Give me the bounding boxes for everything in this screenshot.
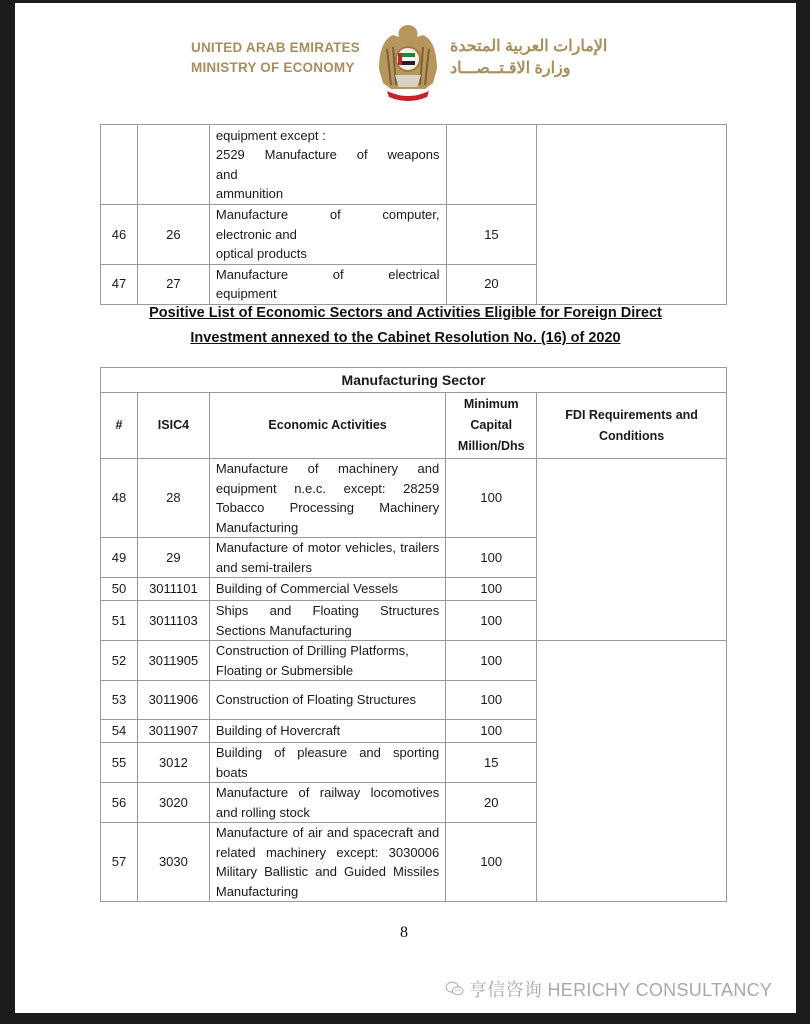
page-number: 8	[400, 924, 408, 941]
header-isic4: ISIC4	[137, 393, 209, 459]
isic-code: 28	[137, 459, 209, 538]
letterhead-country: UNITED ARAB EMIRATES	[191, 40, 360, 55]
activity-cell: Ships and Floating Structures Sections Manufacturing	[209, 601, 445, 641]
activity-cell: Building of pleasure and sporting boats	[209, 743, 445, 783]
row-number: 50	[101, 578, 138, 601]
activity-line: and	[215, 166, 238, 182]
isic-code: 29	[137, 538, 209, 578]
activity-line: electronic and	[215, 226, 297, 242]
column-header-row	[101, 393, 727, 459]
activity-cell: Manufacture of motor vehicles, trailers and semi-trailers	[209, 538, 445, 578]
header-minimum-capital: Minimum Capital Million/Dhs	[446, 393, 537, 459]
watermark-text: 亨信咨询 HERICHY CONSULTANCY	[469, 980, 773, 1000]
activity-line: Manufacture of electrical	[215, 266, 440, 282]
letterhead-ministry: MINISTRY OF ECONOMY	[191, 60, 355, 75]
row-number: 52	[101, 641, 138, 681]
fdi-conditions-cell	[537, 125, 727, 305]
min-capital: 100	[446, 601, 537, 641]
isic-code: 26	[137, 205, 209, 265]
min-capital: 15	[446, 743, 537, 783]
document-page	[15, 3, 796, 1013]
fdi-conditions-cell	[537, 641, 727, 902]
min-capital: 20	[446, 264, 537, 304]
activity-cell: Construction of Drilling Platforms, Floating or Submersible	[209, 641, 445, 681]
activity-cell	[209, 125, 446, 205]
sector-header-row	[101, 368, 727, 393]
row-number: 56	[101, 783, 138, 823]
activity-cell: Building of Commercial Vessels	[209, 578, 445, 601]
isic-code: 3011905	[137, 641, 209, 681]
row-number: 47	[101, 264, 138, 304]
manufacturing-sector-table	[100, 367, 727, 902]
table-row	[101, 459, 727, 538]
table-row	[101, 125, 727, 205]
activity-line: 2529 Manufacture of weapons	[215, 147, 440, 162]
header-fdi-requirements: FDI Requirements and Conditions	[537, 393, 727, 459]
min-capital: 100	[446, 681, 537, 720]
uae-falcon-emblem-icon	[373, 23, 443, 105]
min-capital: 15	[446, 205, 537, 265]
activity-line: equipment	[215, 286, 277, 301]
header-number: #	[101, 393, 138, 459]
min-capital	[446, 125, 537, 205]
activity-line: optical products	[215, 246, 307, 261]
min-capital: 100	[446, 823, 537, 902]
letterhead-arabic-ministry: وزارة الاقـتــصـــاد	[450, 60, 571, 77]
row-number	[101, 125, 138, 205]
row-number: 57	[101, 823, 138, 902]
activity-cell: Manufacture of railway locomotives and rolling stock	[209, 783, 445, 823]
sector-title: Manufacturing Sector	[101, 368, 727, 393]
isic-code: 3011906	[137, 681, 209, 720]
activity-line: ammunition	[215, 186, 284, 201]
letterhead-english	[191, 38, 360, 78]
activity-cell	[209, 205, 446, 265]
fdi-conditions-cell	[537, 459, 727, 641]
activity-cell	[209, 264, 446, 304]
isic-code: 3011101	[137, 578, 209, 601]
activity-cell: Building of Hovercraft	[209, 720, 445, 743]
isic-code: 3011907	[137, 720, 209, 743]
activity-cell: Manufacture of air and spacecraft and related machinery except: 3030006 Military Ballistic and Guided Missiles Manufacturing	[209, 823, 445, 902]
activity-cell: Construction of Floating Structures	[209, 681, 445, 720]
letterhead-arabic	[450, 36, 620, 80]
continued-table	[100, 124, 727, 305]
row-number: 49	[101, 538, 138, 578]
activity-line: equipment except :	[215, 127, 326, 143]
isic-code: 3030	[137, 823, 209, 902]
row-number: 53	[101, 681, 138, 720]
min-capital: 20	[446, 783, 537, 823]
letterhead	[15, 3, 796, 113]
row-number: 51	[101, 601, 138, 641]
min-capital: 100	[446, 538, 537, 578]
row-number: 54	[101, 720, 138, 743]
min-capital: 100	[446, 641, 537, 681]
document-title-line1: Positive List of Economic Sectors and Activities Eligible for Foreign Direct	[149, 305, 662, 321]
min-capital: 100	[446, 720, 537, 743]
isic-code: 3020	[137, 783, 209, 823]
isic-code: 3012	[137, 743, 209, 783]
activity-cell: Manufacture of machinery and equipment n.e.c. except: 28259 Tobacco Processing Machinery Manufacturing	[209, 459, 445, 538]
table-row	[101, 641, 727, 681]
header-economic-activities: Economic Activities	[209, 393, 445, 459]
row-number: 55	[101, 743, 138, 783]
min-capital: 100	[446, 578, 537, 601]
min-capital: 100	[446, 459, 537, 538]
letterhead-arabic-country: الإمارات العربية المتحدة	[450, 38, 608, 55]
watermark	[445, 976, 772, 1002]
isic-code: 27	[137, 264, 209, 304]
isic-code: 3011103	[137, 601, 209, 641]
row-number: 48	[101, 459, 138, 538]
document-title-line2: Investment annexed to the Cabinet Resolution No. (16) of 2020	[190, 330, 621, 346]
activity-line: Manufacture of computer,	[215, 207, 440, 222]
isic-code	[137, 125, 209, 205]
wechat-icon	[445, 981, 465, 997]
row-number: 46	[101, 205, 138, 265]
